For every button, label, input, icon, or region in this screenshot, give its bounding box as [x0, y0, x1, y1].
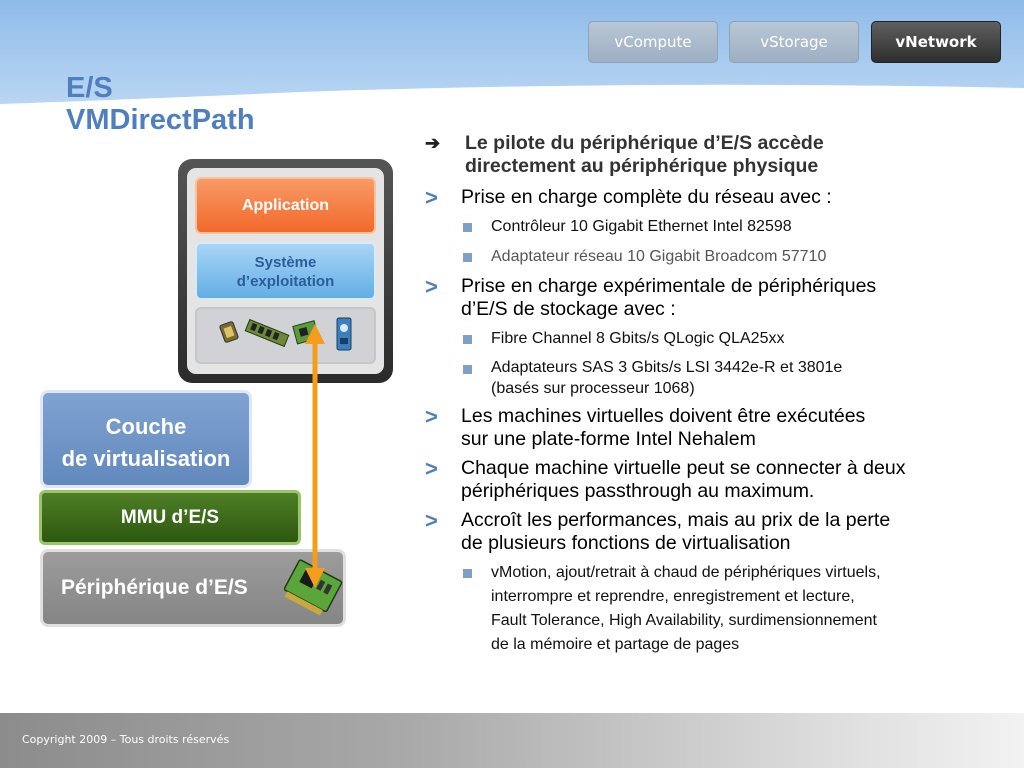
square-bullet-icon: [463, 223, 472, 232]
lead-bullet: [425, 132, 1010, 178]
memory-module-icon: [244, 317, 290, 349]
chevron-right-icon: >: [425, 274, 438, 299]
os-layer: [195, 242, 376, 300]
virtualization-layer: [40, 390, 252, 488]
os-label-line-2: d’exploitation: [236, 273, 335, 290]
square-bullet-icon: [463, 569, 472, 578]
storage-device-icon: [334, 316, 354, 352]
lead-line-1: Le pilote du périphérique d’E/S accède: [465, 132, 824, 154]
footer: [0, 713, 1024, 768]
arrow-left-icon: ➔: [425, 133, 441, 153]
bullet-list: [425, 132, 1010, 663]
copyright-text: Copyright 2009 – Tous droits réservés: [22, 733, 230, 746]
physical-device-layer: Périphérique d’E/S: [40, 549, 346, 627]
mmu-layer: MMU d’E/S: [39, 490, 301, 545]
tab-vnetwork[interactable]: vNetwork: [871, 21, 1001, 63]
application-layer: Application: [195, 177, 376, 234]
title-line-1: E/S: [66, 72, 113, 104]
square-bullet-icon: [463, 335, 472, 344]
chevron-right-icon: >: [425, 508, 438, 533]
title-line-2: VMDirectPath: [66, 104, 255, 136]
page-title: [66, 72, 255, 136]
sub-bullet: Fibre Channel 8 Gbits/s QLogic QLA25xx: [425, 327, 1010, 351]
tab-vstorage[interactable]: vStorage: [729, 21, 859, 63]
direct-access-arrow: [300, 322, 330, 590]
square-bullet-icon: [463, 253, 472, 262]
cpu-chip-icon: [218, 320, 240, 344]
sub-bullet: vMotion, ajout/retrait à chaud de périphériques virtuels, interrompre et reprendre, enregistrement et lecture, Fault Tolerance, High Availability, surdimensionnement de la mémoire et partage de pages: [425, 561, 1010, 657]
bullet-storage-support: > Prise en charge expérimentale de périphériques d’E/S de stockage avec :: [425, 274, 877, 320]
bullet-passthrough-limit: > Chaque machine virtuelle peut se connecter à deux périphériques passthrough au maximum.: [425, 456, 906, 502]
bullet-performance: > Accroît les performances, mais au prix de la perte de plusieurs fonctions de virtualisation: [425, 508, 891, 554]
chevron-right-icon: >: [425, 185, 438, 210]
square-bullet-icon: [463, 365, 472, 374]
chevron-right-icon: >: [425, 456, 438, 481]
sub-bullet: Adaptateur réseau 10 Gigabit Broadcom 57710: [425, 245, 1010, 269]
chevron-right-icon: >: [425, 404, 438, 429]
bullet-nehalem: > Les machines virtuelles doivent être exécutées sur une plate-forme Intel Nehalem: [425, 404, 866, 450]
lead-line-2: directement au périphérique physique: [465, 155, 819, 177]
bullet-network-support: > Prise en charge complète du réseau avec :: [425, 185, 832, 210]
sub-bullet: Adaptateurs SAS 3 Gbits/s LSI 3442e-R et 3801e (basés sur processeur 1068): [425, 357, 1010, 399]
virtualization-label-line-2: de virtualisation: [61, 446, 231, 471]
tab-vcompute[interactable]: vCompute: [588, 21, 718, 63]
os-label-line-1: Système: [254, 254, 317, 271]
sub-bullet: Contrôleur 10 Gigabit Ethernet Intel 82598: [425, 215, 1010, 239]
virtualization-label-line-1: Couche: [105, 414, 187, 439]
